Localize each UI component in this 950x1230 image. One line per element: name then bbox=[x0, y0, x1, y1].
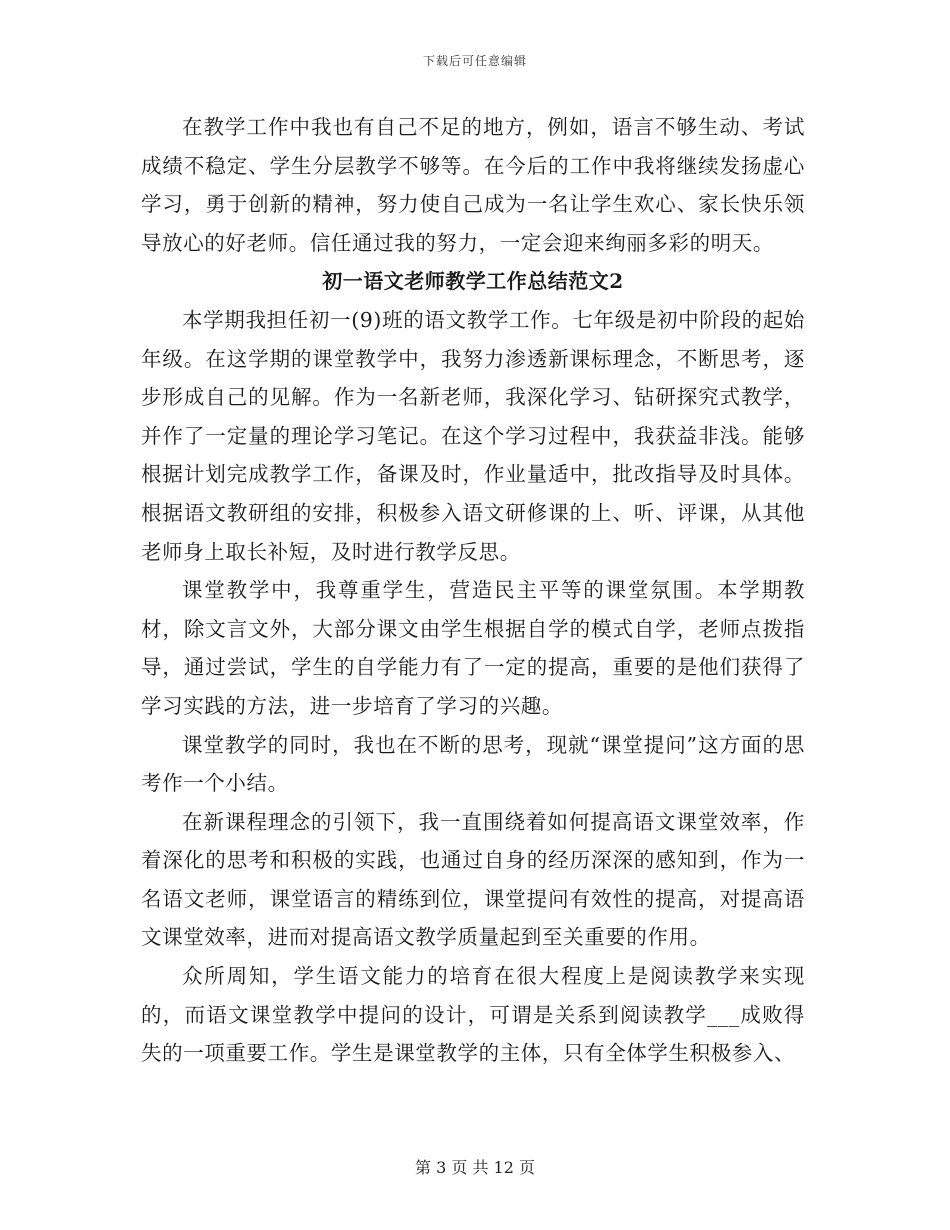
paragraph-3: 课堂教学中，我尊重学生，营造民主平等的课堂氛围。本学期教材，除文言文外，大部分课文由学生根据自学的模式自学，老师点拨指导，通过尝试，学生的自学能力有了一定的提高，重要的是他们获得了学习实践的方法，进一步培育了学习的兴趣。 bbox=[141, 578, 805, 718]
page-content bbox=[141, 108, 805, 1073]
paragraph-1: 在教学工作中我也有自己不足的地方，例如，语言不够生动、考试成绩不稳定、学生分层教学不够等。在今后的工作中我将继续发扬虚心学习，勇于创新的精神，努力使自己成为一名让学生欢心、家长快乐领导放心的好老师。信任通过我的努力，一定会迎来绚丽多彩的明天。 bbox=[141, 115, 805, 255]
page-header-note: 下载后可任意编辑 bbox=[422, 54, 527, 68]
section-heading: 初一语文老师教学工作总结范文2 bbox=[322, 269, 624, 294]
paragraph-4: 课堂教学的同时，我也在不断的思考，现就“课堂提问”这方面的思考作一个小结。 bbox=[141, 732, 805, 796]
paragraph-5: 在新课程理念的引领下，我一直围绕着如何提高语文课堂效率，作着深化的思考和积极的实践，也通过自身的经历深深的感知到，作为一名语文老师，课堂语言的精练到位，课堂提问有效性的提高，对提高语文课堂效率，进而对提高语文教学质量起到至关重要的作用。 bbox=[141, 809, 805, 950]
paragraph-6: 众所周知，学生语文能力的培育在很大程度上是阅读教学来实现的，而语文课堂教学中提问的设计，可谓是关系到阅读教学___成败得失的一项重要工作。学生是课堂教学的主体，只有全体学生积极参入、 bbox=[141, 964, 805, 1066]
page-number: 第 3 页 共 12 页 bbox=[415, 1158, 535, 1177]
paragraph-2: 本学期我担任初一(9)班的语文教学工作。七年级是初中阶段的起始年级。在这学期的课堂教学中，我努力渗透新课标理念，不断思考，逐步形成自己的见解。作为一名新老师，我深化学习、钻研探究式教学，并作了一定量的理论学习笔记。在这个学习过程中，我获益非浅。能够根据计划完成教学工作，备课及时，作业量适中，批改指导及时具体。根据语文教研组的安排，积极参入语文研修课的上、听、评课，从其他老师身上取长补短，及时进行教学反思。 bbox=[141, 307, 805, 564]
